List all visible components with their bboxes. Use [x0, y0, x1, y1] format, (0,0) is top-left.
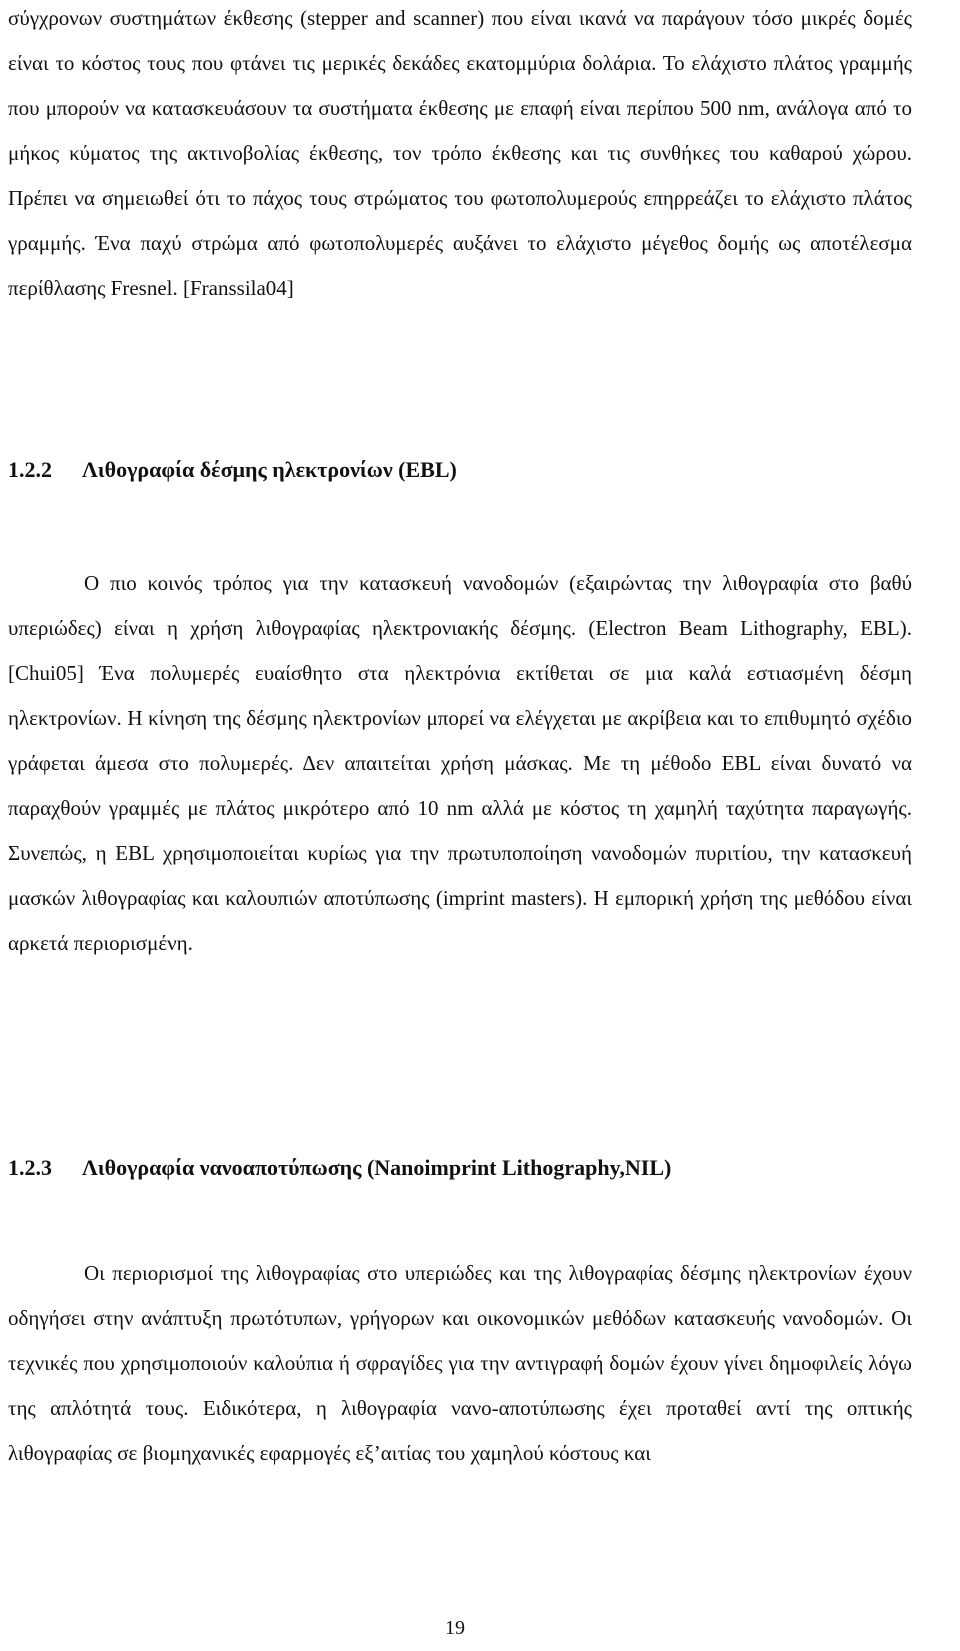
- section-title: Λιθογραφία νανοαποτύπωσης (Nanoimprint Lithography,NIL): [82, 1155, 672, 1180]
- section-heading-ebl: [8, 455, 457, 485]
- ebl-paragraph: Ο πιο κοινός τρόπος για την κατασκευή νανοδομών (εξαιρώντας την λιθογραφία στο βαθύ υπεριώδες) είναι η χρήση λιθογραφίας ηλεκτρονιακής δέσμης. (Electron Beam Lithography, EBL). [Chui05] Ένα πολυμερές ευαίσθητο στα ηλεκτρόνια εκτίθεται σε μια καλά εστιασμένη δέσμη ηλεκτρονίων. Η κίνηση της δέσμης ηλεκτρονίων μπορεί να ελέγχεται με ακρίβεια και το επιθυμητό σχέδιο γράφεται άμεσα στο πολυμερές. Δεν απαιτείται χρήση μάσκας. Με τη μέθοδο EBL είναι δυνατό να παραχθούν γραμμές με πλάτος μικρότερο από 10 nm αλλά με κόστος τη χαμηλή ταχύτητα παραγωγής. Συνεπώς, η EBL χρησιμοποιείται κυρίως για την πρωτυποποίηση νανοδομών πυριτίου, την κατασκευή μασκών λιθογραφίας και καλουπιών αποτύπωσης (imprint masters). Η εμπορική χρήση της μεθόδου είναι αρκετά περιορισμένη.: [8, 571, 912, 955]
- section-title: Λιθογραφία δέσμης ηλεκτρονίων (EBL): [82, 457, 457, 482]
- page-number: 19: [445, 1617, 465, 1639]
- intro-paragraph: σύγχρονων συστημάτων έκθεσης (stepper and scanner) που είναι ικανά να παράγουν τόσο μικρές δομές είναι το κόστος τους που φτάνει τις μερικές δεκάδες εκατομμύρια δολάρια. Το ελάχιστο πλάτος γραμμής που μπορούν να κατασκευάσουν τα συστήματα έκθεσης με επαφή είναι περίπου 500 nm, ανάλογα από το μήκος κύματος της ακτινοβολίας έκθεσης, τον τρόπο έκθεσης και τις συνθήκες του καθαρού χώρου. Πρέπει να σημειωθεί ότι το πάχος τους στρώματος του φωτοπολυμερούς επηρρεάζει το ελάχιστο πλάτος γραμμής. Ένα παχύ στρώμα από φωτοπολυμερές αυξάνει το ελάχιστο μέγεθος δομής ως αποτέλεσμα περίθλασης Fresnel. [Franssila04]: [8, 6, 912, 300]
- section-number: 1.2.3: [8, 1155, 52, 1180]
- nil-paragraph: Οι περιορισμοί της λιθογραφίας στο υπεριώδες και της λιθογραφίας δέσμης ηλεκτρονίων έχουν οδηγήσει στην ανάπτυξη πρωτότυπων, γρήγορων και οικονομικών μεθόδων κατασκευής νανοδομών. Οι τεχνικές που χρησιμοποιούν καλούπια ή σφραγίδες για την αντιγραφή δομών έχουν γίνει δημοφιλείς λόγω της απλότητά τους. Ειδικότερα, η λιθογραφία νανο-αποτύπωσης έχει προταθεί αντί της οπτικής λιθογραφίας σε βιομηχανικές εφαρμογές εξ’αιτίας του χαμηλού κόστους και: [8, 1261, 912, 1465]
- section-heading-nil: [8, 1153, 671, 1183]
- section-number: 1.2.2: [8, 457, 52, 482]
